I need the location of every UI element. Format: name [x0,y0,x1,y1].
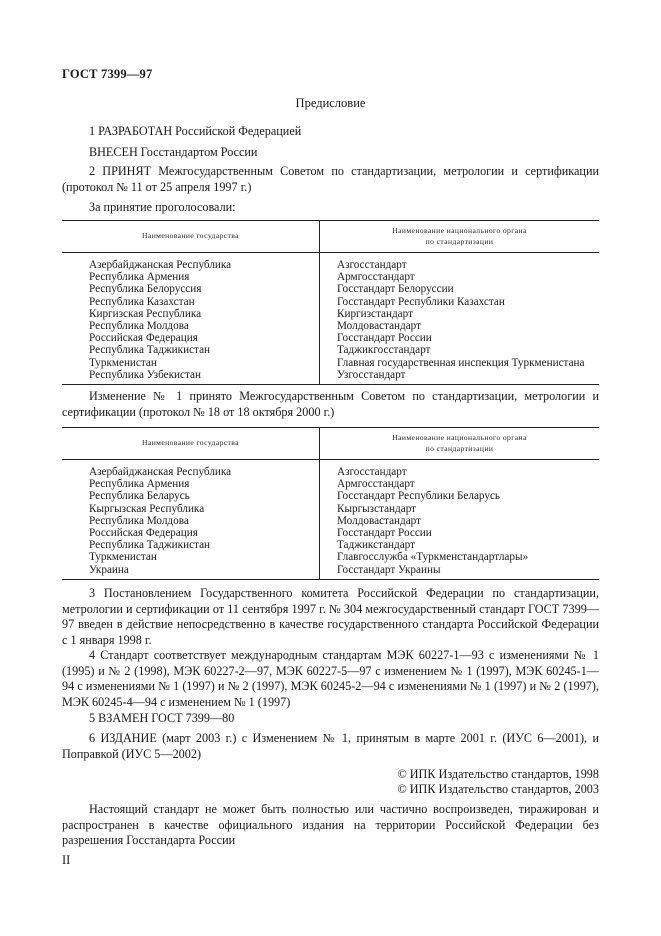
para-conformity: 4 Стандарт соответствует международным стандартам МЭК 60227-1—93 с изменениями № 1 (1995) и № 2 (1998), МЭК 60227-2—97, МЭК 60227-5—97 с изменением № 1 (1997), МЭК 60245-1—94 с изменениями № 1 (1997) и № 2 (1997), МЭК 60245-2—94 с изменениями № 1 (1997) и № 2 (1997), МЭК 60245-4—94 с изменением № 1 (1997) [62,648,599,709]
table-voting-states [62,220,599,385]
state-name-cell: Республика Таджикистан [62,344,320,356]
state-name-cell: Республика Армения [62,271,320,283]
standards-body-cell: Госстандарт Белоруссии [337,283,454,296]
standards-body-cell: Госстандарт Украины [337,563,441,576]
standards-body-cell: Главгосслужба «Туркменстандартлары» [337,551,529,564]
state-name-cell: Туркменистан [62,357,320,369]
standards-body-cell: Армгосстандарт [337,478,415,491]
standards-body-cell: Киргизстандарт [337,307,413,320]
state-name-cell: Азербайджанская Республика [62,253,320,272]
table-row [62,283,599,295]
table-row [62,357,599,369]
table-row [62,527,599,539]
para-introduced: ВНЕСЕН Госстандартом России [89,145,258,159]
state-name-cell: Республика Казахстан [62,296,320,308]
para-resolution: 3 Постановлением Государственного комитета Российской Федерации по стандартизации, метрологии и сертификации от 11 сентября 1997 г. № 304 межгосударственный стандарт ГОСТ 7399—97 введен в действие непосредственно в качестве государственного стандарта Российской Федерации с 1 января 1998 г. [62,586,599,647]
standards-body-cell: Главная государственная инспекция Туркменистана [337,356,585,369]
table-row [62,503,599,515]
standards-body-cell: Армгосстандарт [337,271,415,284]
table-row [62,344,599,356]
copyright-2003: © ИПК Издательство стандартов, 2003 [397,782,599,796]
table-row [62,271,599,283]
state-name-cell: Республика Узбекистан [62,369,320,385]
para-replaces: 5 ВЗАМЕН ГОСТ 7399—80 [89,711,235,725]
table-row [62,460,599,479]
standards-body-cell: Госстандарт Республики Беларусь [337,490,501,503]
table-row [62,478,599,490]
table1-header-state: Наименование государства [62,221,320,253]
para-amendment: Изменение № 1 принято Межгосударственным Советом по стандартизации, метрологии и сертификации (протокол № 18 от 18 октября 2000 г.) [62,389,599,419]
standards-body-cell: Азгосстандарт [337,466,407,478]
state-name-cell: Республика Молдова [62,515,320,527]
table-row [62,296,599,308]
standards-body-cell: Таджикгосстандарт [337,344,431,357]
table1-header-body: Наименование национального органа по стандартизации [392,226,527,246]
table-row [62,515,599,527]
document-code-header: ГОСТ 7399—97 [62,67,153,81]
para-edition: 6 ИЗДАНИЕ (март 2003 г.) с Изменением № 1, принятым в марте 2001 г. (ИУС 6—2001), и Поправкой (ИУС 5—2002) [62,731,599,761]
table-row [62,253,599,272]
standards-body-cell: Кыргызстандарт [337,502,417,515]
table2-header-body: Наименование национального органа по стандартизации [392,433,527,453]
standards-body-cell: Молдовастандарт [337,320,422,333]
standards-body-cell: Узгосстандарт [337,368,406,381]
standards-body-cell: Таджикстандарт [337,539,416,552]
para-adopted: 2 ПРИНЯТ Межгосударственным Советом по стандартизации, метрологии и сертификации (протокол № 11 от 25 апреля 1997 г.) [62,164,599,194]
standards-body-cell: Госстандарт Республики Казахстан [337,295,505,308]
state-name-cell: Республика Белоруссия [62,283,320,295]
table-row [62,564,599,580]
standards-body-cell: Госстандарт России [337,332,432,345]
para-developed: 1 РАЗРАБОТАН Российской Федерацией [89,124,302,138]
state-name-cell: Киргизская Республика [62,308,320,320]
state-name-cell: Республика Таджикистан [62,539,320,551]
state-name-cell: Азербайджанская Республика [62,460,320,479]
table2-header-state: Наименование государства [62,428,320,460]
state-name-cell: Туркменистан [62,551,320,563]
page-number: II [62,853,71,867]
reproduction-notice: Настоящий стандарт не может быть полностью или частично воспроизведен, тиражирован и распространен в качестве официального издания на территории Российской Федерации без разрешения Госстандарта России [62,802,599,847]
standards-body-cell: Молдовастандарт [337,514,422,527]
table-row [62,551,599,563]
state-name-cell: Республика Беларусь [62,490,320,502]
table-row [62,490,599,502]
table-amendment-states [62,427,599,580]
state-name-cell: Российская Федерация [62,332,320,344]
state-name-cell: Российская Федерация [62,527,320,539]
state-name-cell: Кыргызская Республика [62,503,320,515]
table-row [62,539,599,551]
standards-body-cell: Госстандарт России [337,527,432,540]
state-name-cell: Республика Армения [62,478,320,490]
table-row [62,369,599,385]
table-row [62,332,599,344]
standards-body-cell: Азгосстандарт [337,259,407,271]
copyright-1998: © ИПК Издательство стандартов, 1998 [397,767,599,781]
table-row [62,320,599,332]
table-row [62,308,599,320]
state-name-cell: Украина [62,564,320,580]
section-title: Предисловие [295,96,366,110]
state-name-cell: Республика Молдова [62,320,320,332]
para-voted: За принятие проголосовали: [89,200,236,214]
